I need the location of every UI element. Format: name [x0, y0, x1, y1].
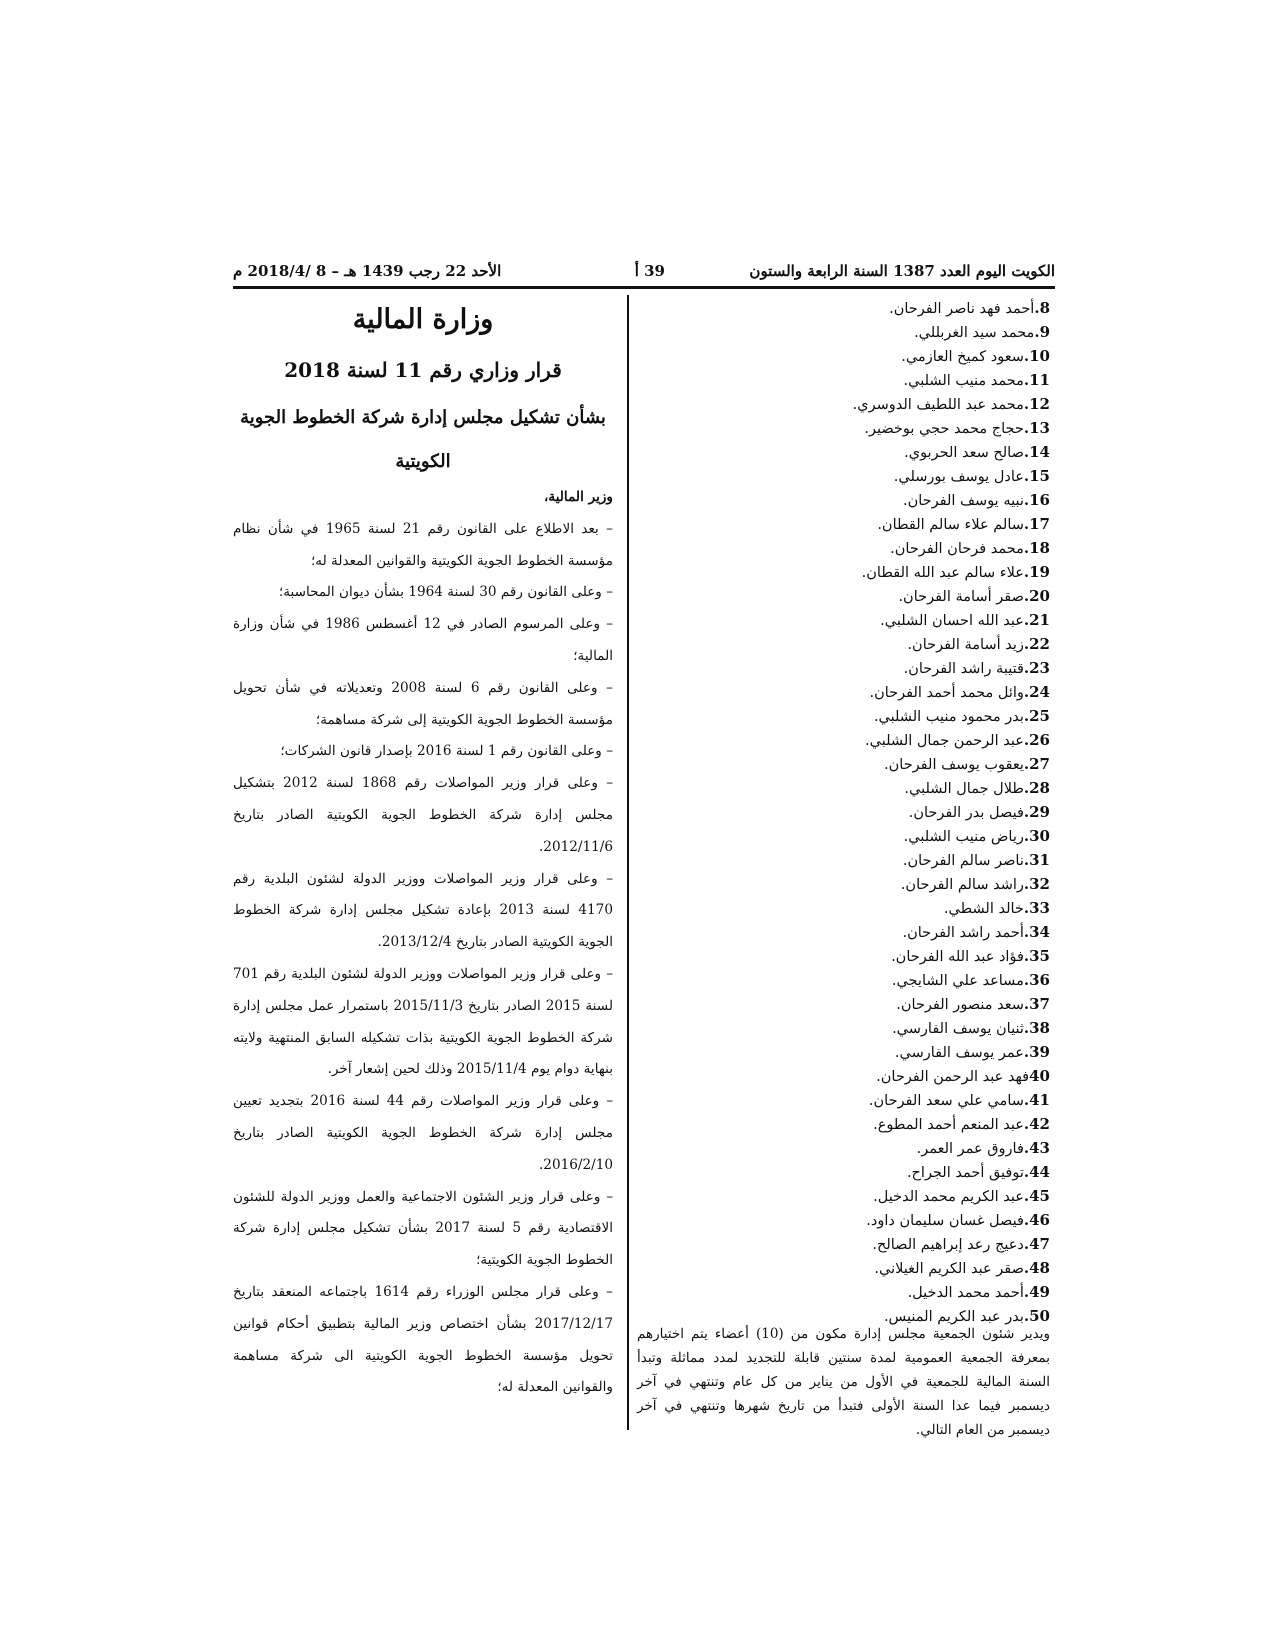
list-item-number: 22.	[1023, 635, 1050, 653]
list-item	[640, 608, 1050, 632]
list-item-name: عادل يوسف بورسلي.	[893, 469, 1024, 485]
list-item-name: أحمد راشد الفرحان.	[902, 925, 1024, 941]
list-item	[640, 896, 1050, 920]
list-item-name: دعيج رعد إبراهيم الصالح.	[872, 1237, 1024, 1253]
list-item	[640, 488, 1050, 512]
decree-paragraph: – وعلى القانون رقم 30 لسنة 1964 بشأن ديوان المحاسبة؛	[278, 584, 613, 601]
list-item-number: 45.	[1023, 1187, 1050, 1205]
decree-paragraph: – وعلى القانون رقم 6 لسنة 2008 وتعديلاته في شأن تحويل مؤسسة الخطوط الجوية الكويتية إلى شركة مساهمة؛	[233, 679, 613, 728]
list-item-number: 19.	[1023, 563, 1050, 581]
list-item-number: 32.	[1023, 875, 1050, 893]
closing-paragraph: ويدير شئون الجمعية مجلس إدارة مكون من (10) أعضاء يتم اختيارهم بمعرفة الجمعية العمومية لمدة سنتين قابلة للتجديد لمدد مماثلة وتبدأ السنة المالية للجمعية في الأول من يناير من كل عام وتنتهي في آخر ديسمبر فيما عدا السنة الأولى فتبدأ من تاريخ شهرها وتنتهي في آخر ديسمبر من العام التالي.	[637, 1326, 1050, 1438]
list-item-name: يعقوب يوسف الفرحان.	[884, 757, 1024, 773]
list-item-name: أحمد محمد الدخيل.	[907, 1285, 1024, 1301]
list-item	[640, 1232, 1050, 1256]
list-item	[640, 296, 1050, 320]
list-item	[640, 1040, 1050, 1064]
list-item-number: 37.	[1023, 995, 1050, 1013]
list-item-number: 50.	[1023, 1307, 1050, 1325]
list-item-name: صقر أسامة الفرحان.	[898, 589, 1024, 605]
list-item-name: فيصل بدر الفرحان.	[908, 805, 1024, 821]
list-item-number: 49.	[1023, 1283, 1050, 1301]
header-date: الأحد 22 رجب 1439 هـ – 8 /2018/4 م	[233, 262, 502, 280]
list-item-name: صالح سعد الحربوي.	[904, 445, 1024, 461]
list-item-name: حجاج محمد حجي بوخضير.	[864, 421, 1024, 437]
list-item-number: 38.	[1023, 1019, 1050, 1037]
list-item	[640, 392, 1050, 416]
list-item	[640, 560, 1050, 584]
list-item	[640, 1256, 1050, 1280]
list-item-number: 18.	[1023, 539, 1050, 557]
list-item-number: 15.	[1023, 467, 1050, 485]
decree-paragraph: – وعلى المرسوم الصادر في 12 أغسطس 1986 في شأن وزارة المالية؛	[233, 616, 613, 664]
list-item	[640, 416, 1050, 440]
list-item-number: 35.	[1023, 947, 1050, 965]
list-item-name: ثنيان يوسف الفارسي.	[892, 1021, 1024, 1037]
list-item	[640, 368, 1050, 392]
list-item	[640, 704, 1050, 728]
list-item-name: عبد الرحمن جمال الشلبي.	[865, 733, 1024, 749]
list-item	[640, 320, 1050, 344]
list-item	[640, 968, 1050, 992]
list-item-name: سعد منصور الفرحان.	[896, 997, 1024, 1013]
list-item-number: 9.	[1034, 323, 1050, 341]
list-item-name: سالم علاء سالم القطان.	[877, 517, 1024, 533]
list-item	[640, 776, 1050, 800]
list-item-name: توفيق أحمد الجراح.	[906, 1165, 1024, 1181]
list-item-number: 26.	[1023, 731, 1050, 749]
list-item	[640, 1160, 1050, 1184]
list-item	[640, 1136, 1050, 1160]
list-item	[640, 1184, 1050, 1208]
list-item-number: 40	[1029, 1067, 1050, 1085]
list-item	[640, 992, 1050, 1016]
list-item-name: محمد منيب الشلبي.	[903, 373, 1024, 389]
list-item-name: عبد المنعم أحمد المطوع.	[873, 1117, 1024, 1133]
list-item-name: سعود كميخ العازمي.	[901, 349, 1024, 365]
decree-paragraph: – وعلى قرار وزير المواصلات ووزير الدولة لشئون البلدية رقم 701 لسنة 2015 الصادر بتاريخ 2015/11/3 باستمرار عمل مجلس إدارة شركة الخطوط الجوية الكويتية بذات تشكيله السابق المنتهية ولايته بنهاية دوام يوم 2015/11/4 وذلك لحين إشعار آخر.	[233, 965, 613, 1078]
list-item	[640, 872, 1050, 896]
list-item-name: فيصل غسان سليمان داود.	[866, 1213, 1024, 1229]
list-item-number: 27.	[1023, 755, 1050, 773]
list-item-number: 44.	[1023, 1163, 1050, 1181]
list-item-number: 14.	[1023, 443, 1050, 461]
list-item-name: مساعد علي الشايجي.	[891, 973, 1024, 989]
decree-paragraph: – بعد الاطلاع على القانون رقم 21 لسنة 1965 في شأن نظام مؤسسة الخطوط الجوية الكويتية والقوانين المعدلة له؛	[233, 520, 613, 569]
column-divider	[627, 295, 629, 1430]
list-item	[640, 512, 1050, 536]
list-item	[640, 1064, 1050, 1088]
list-item-number: 48.	[1023, 1259, 1050, 1277]
list-item-name: فؤاد عبد الله الفرحان.	[891, 949, 1024, 965]
decree-paragraph: – وعلى قرار وزير الشئون الاجتماعية والعمل ووزير الدولة للشئون الاقتصادية رقم 5 لسنة 2017 بشأن تشكيل مجلس إدارة شركة الخطوط الجوية الكويتية؛	[233, 1188, 613, 1269]
decree-title: قرار وزاري رقم 11 لسنة 2018	[284, 358, 562, 382]
list-item-name: محمد فرحان الفرحان.	[890, 541, 1024, 557]
list-item-number: 36.	[1023, 971, 1050, 989]
members-list	[640, 296, 1050, 1328]
list-item	[640, 1280, 1050, 1304]
list-item-name: خالد الشطي.	[943, 901, 1024, 917]
list-item-number: 31.	[1023, 851, 1050, 869]
list-item-number: 13.	[1023, 419, 1050, 437]
list-item-number: 34.	[1023, 923, 1050, 941]
list-item-name: رياض منيب الشلبي.	[903, 829, 1024, 845]
list-item	[640, 824, 1050, 848]
list-item-name: سامي علي سعد الفرحان.	[868, 1093, 1024, 1109]
list-item-number: 10.	[1023, 347, 1050, 365]
list-item-name: فاروق عمر العمر.	[916, 1141, 1024, 1157]
list-item-number: 24.	[1023, 683, 1050, 701]
list-item-name: طلال جمال الشلبي.	[904, 781, 1024, 797]
list-item-name: فهد عبد الرحمن الفرحان.	[876, 1069, 1030, 1085]
list-item-number: 42.	[1023, 1115, 1050, 1133]
decree-paragraph: – وعلى القانون رقم 1 لسنة 2016 بإصدار قانون الشركات؛	[280, 743, 613, 760]
list-item-name: قتيبة راشد الفرحان.	[903, 661, 1024, 677]
list-item-name: نبيه يوسف الفرحان.	[903, 493, 1024, 509]
list-item-name: عبد الله احسان الشلبي.	[880, 613, 1024, 629]
list-item-number: 28.	[1023, 779, 1050, 797]
list-item-number: 33.	[1023, 899, 1050, 917]
list-item-number: 25.	[1023, 707, 1050, 725]
list-item	[640, 1208, 1050, 1232]
list-item	[640, 800, 1050, 824]
list-item-name: محمد عبد اللطيف الدوسري.	[852, 397, 1024, 413]
list-item-number: 41.	[1023, 1091, 1050, 1109]
list-item-name: وائل محمد أحمد الفرحان.	[869, 685, 1024, 701]
list-item	[640, 680, 1050, 704]
list-item	[640, 656, 1050, 680]
list-item	[640, 920, 1050, 944]
list-item	[640, 344, 1050, 368]
page-header	[233, 258, 1055, 284]
list-item-number: 20.	[1023, 587, 1050, 605]
list-item-number: 8.	[1034, 299, 1050, 317]
list-item	[640, 1088, 1050, 1112]
list-item-name: صقر عبد الكريم الغيلاني.	[874, 1261, 1024, 1277]
decree-paragraph: – وعلى قرار وزير المواصلات رقم 1868 لسنة 2012 بتشكيل مجلس إدارة شركة الخطوط الجوية الكويتية الصادر بتاريخ 2012/11/6.	[233, 775, 613, 855]
decree-subject: بشأن تشكيل مجلس إدارة شركة الخطوط الجوية الكويتية	[240, 407, 606, 472]
list-item	[640, 632, 1050, 656]
list-item	[640, 1112, 1050, 1136]
decree-paragraph: – وعلى قرار مجلس الوزراء رقم 1614 باجتماعه المنعقد بتاريخ 2017/12/17 بشأن اختصاص وزير المالية بتطبيق أحكام قوانين تحويل مؤسسة الخطوط الجوية الكويتية الى شركة مساهمة والقوانين المعدلة له؛	[233, 1283, 613, 1396]
list-item-number: 16.	[1023, 491, 1050, 509]
list-item-name: محمد سيد الغربللي.	[914, 325, 1035, 341]
list-item-number: 11.	[1023, 371, 1050, 389]
list-item-number: 30.	[1023, 827, 1050, 845]
list-item-number: 17.	[1023, 515, 1050, 533]
list-item-number: 46.	[1023, 1211, 1050, 1229]
list-item-name: راشد سالم الفرحان.	[900, 877, 1024, 893]
list-item-number: 47.	[1023, 1235, 1050, 1253]
list-item-name: علاء سالم عبد الله القطان.	[861, 565, 1024, 581]
ministry-title: وزارة المالية	[352, 304, 494, 335]
list-item-number: 21.	[1023, 611, 1050, 629]
decree-body	[233, 482, 613, 1404]
list-item-name: عبد الكريم محمد الدخيل.	[873, 1189, 1024, 1205]
list-item	[640, 848, 1050, 872]
list-item	[640, 752, 1050, 776]
list-item-name: بدر عبد الكريم المنيس.	[883, 1309, 1024, 1325]
decree-paragraph: – وعلى قرار وزير المواصلات رقم 44 لسنة 2016 بتجديد تعيين مجلس إدارة شركة الخطوط الجوية الكويتية الصادر بتاريخ 2016/2/10.	[233, 1093, 614, 1173]
list-item	[640, 440, 1050, 464]
decree-paragraph: – وعلى قرار وزير المواصلات ووزير الدولة لشئون البلدية رقم 4170 لسنة 2013 بإعادة تشكيل مجلس إدارة شركة الخطوط الجوية الكويتية الصادر بتاريخ 2013/12/4.	[233, 870, 613, 951]
list-item-number: 23.	[1023, 659, 1050, 677]
list-item	[640, 944, 1050, 968]
list-item	[640, 1016, 1050, 1040]
header-rule	[233, 286, 1055, 289]
list-item	[640, 464, 1050, 488]
list-item	[640, 584, 1050, 608]
list-item-name: بدر محمود منيب الشلبي.	[873, 709, 1024, 725]
list-item-number: 39.	[1023, 1043, 1050, 1061]
list-item-name: زيد أسامة الفرحان.	[907, 637, 1024, 653]
list-item-number: 12.	[1023, 395, 1050, 413]
list-item-name: ناصر سالم الفرحان.	[902, 853, 1024, 869]
list-item-name: عمر يوسف الفارسي.	[894, 1045, 1024, 1061]
decree-intro: وزير المالية،	[544, 489, 613, 505]
list-item	[640, 728, 1050, 752]
list-item	[640, 536, 1050, 560]
list-item-number: 43.	[1023, 1139, 1050, 1157]
list-item-name: أحمد فهد ناصر الفرحان.	[889, 301, 1035, 317]
list-item-number: 29.	[1023, 803, 1050, 821]
header-issue: الكويت اليوم العدد 1387 السنة الرابعة والستون	[749, 262, 1055, 280]
header-page-number: 39 أ	[634, 262, 665, 280]
